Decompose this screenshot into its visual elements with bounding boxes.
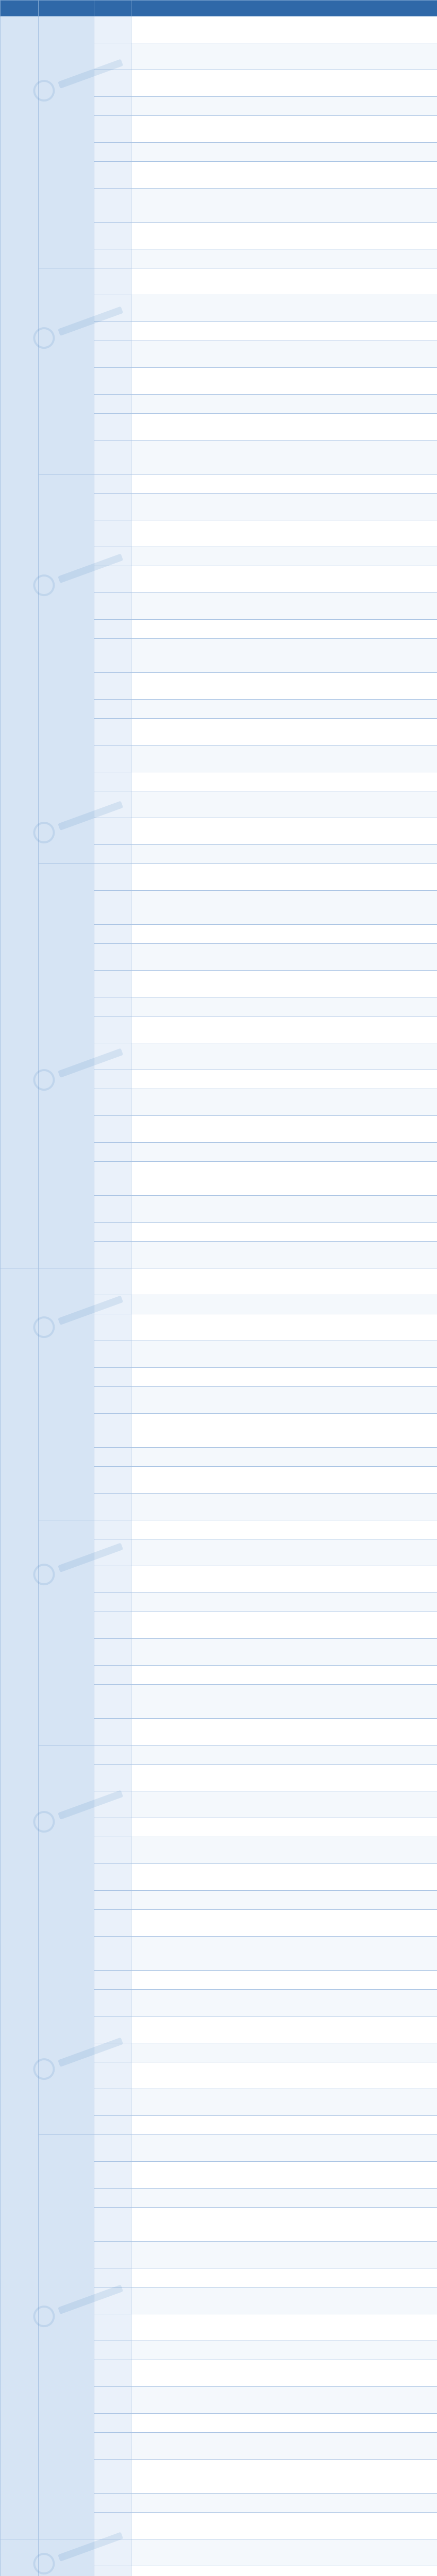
- region-cell: [94, 97, 131, 116]
- region-cell: [94, 1745, 131, 1765]
- detail-cell: [131, 2314, 437, 2341]
- region-cell: [94, 2242, 131, 2268]
- region-cell: [94, 1864, 131, 1891]
- region-cell: [94, 43, 131, 70]
- region-cell: [94, 2341, 131, 2360]
- detail-cell: [131, 1818, 437, 1837]
- detail-cell: [131, 1891, 437, 1910]
- region-cell: [94, 1414, 131, 1448]
- region-cell: [94, 1043, 131, 1070]
- region-cell: [94, 395, 131, 414]
- region-cell: [94, 997, 131, 1016]
- region-cell: [94, 1685, 131, 1719]
- region-cell: [94, 2162, 131, 2189]
- detail-cell: [131, 2089, 437, 2116]
- region-cell: [94, 1242, 131, 1268]
- detail-cell: [131, 2513, 437, 2539]
- region-cell: [94, 1223, 131, 1242]
- region-cell: [94, 1368, 131, 1387]
- region-cell: [94, 791, 131, 818]
- region-cell: [94, 2135, 131, 2162]
- region-cell: [94, 440, 131, 474]
- region-cell: [94, 772, 131, 791]
- detail-cell: [131, 1937, 437, 1971]
- header-detail: [131, 1, 437, 16]
- detail-cell: [131, 1639, 437, 1666]
- region-cell: [94, 891, 131, 925]
- detail-cell: [131, 772, 437, 791]
- detail-cell: [131, 1791, 437, 1818]
- detail-cell: [131, 341, 437, 368]
- detail-cell: [131, 395, 437, 414]
- detail-cell: [131, 1143, 437, 1162]
- region-cell: [94, 295, 131, 322]
- detail-cell: [131, 520, 437, 547]
- region-cell: [94, 864, 131, 891]
- policy-type-cell: [39, 2539, 94, 2576]
- region-cell: [94, 673, 131, 700]
- detail-cell: [131, 673, 437, 700]
- detail-cell: [131, 1971, 437, 1990]
- region-cell: [94, 2513, 131, 2539]
- detail-cell: [131, 70, 437, 97]
- detail-cell: [131, 143, 437, 162]
- region-cell: [94, 1666, 131, 1685]
- detail-cell: [131, 997, 437, 1016]
- region-cell: [94, 1341, 131, 1368]
- region-cell: [94, 474, 131, 494]
- policy-type-cell: [39, 268, 94, 474]
- region-cell: [94, 2268, 131, 2287]
- detail-cell: [131, 547, 437, 566]
- detail-cell: [131, 1685, 437, 1719]
- detail-cell: [131, 1745, 437, 1765]
- detail-cell: [131, 1539, 437, 1566]
- region-cell: [94, 520, 131, 547]
- detail-cell: [131, 593, 437, 620]
- detail-cell: [131, 1666, 437, 1685]
- region-cell: [94, 162, 131, 189]
- table-row: [1, 16, 437, 43]
- region-cell: [94, 1268, 131, 1295]
- table-row: [1, 1520, 437, 1539]
- table-header-row: [1, 1, 437, 16]
- region-cell: [94, 1765, 131, 1791]
- month-cell: [1, 2539, 39, 2576]
- region-cell: [94, 925, 131, 944]
- policy-type-cell: [39, 16, 94, 268]
- detail-cell: [131, 719, 437, 745]
- region-cell: [94, 1990, 131, 2016]
- detail-cell: [131, 2043, 437, 2062]
- region-cell: [94, 620, 131, 639]
- region-cell: [94, 1494, 131, 1520]
- detail-cell: [131, 845, 437, 864]
- region-cell: [94, 16, 131, 43]
- detail-cell: [131, 1612, 437, 1639]
- region-cell: [94, 2460, 131, 2494]
- region-cell: [94, 1143, 131, 1162]
- region-cell: [94, 1837, 131, 1864]
- region-cell: [94, 2360, 131, 2387]
- region-cell: [94, 944, 131, 971]
- region-cell: [94, 494, 131, 520]
- detail-cell: [131, 2494, 437, 2513]
- region-cell: [94, 639, 131, 673]
- region-cell: [94, 1971, 131, 1990]
- region-cell: [94, 1162, 131, 1196]
- detail-cell: [131, 16, 437, 43]
- detail-cell: [131, 2268, 437, 2287]
- detail-cell: [131, 1070, 437, 1089]
- header-region: [94, 1, 131, 16]
- region-cell: [94, 2494, 131, 2513]
- region-cell: [94, 1070, 131, 1089]
- region-cell: [94, 1593, 131, 1612]
- region-cell: [94, 116, 131, 143]
- detail-cell: [131, 1116, 437, 1143]
- detail-cell: [131, 700, 437, 719]
- region-cell: [94, 2539, 131, 2566]
- region-cell: [94, 2287, 131, 2314]
- region-cell: [94, 1539, 131, 1566]
- region-cell: [94, 2089, 131, 2116]
- region-cell: [94, 1314, 131, 1341]
- detail-cell: [131, 1223, 437, 1242]
- table-row: [1, 2135, 437, 2162]
- table-row: [1, 1745, 437, 1765]
- region-cell: [94, 2189, 131, 2208]
- region-cell: [94, 1467, 131, 1494]
- detail-cell: [131, 639, 437, 673]
- region-cell: [94, 143, 131, 162]
- detail-cell: [131, 1864, 437, 1891]
- table-row: [1, 1268, 437, 1295]
- detail-cell: [131, 2189, 437, 2208]
- detail-cell: [131, 925, 437, 944]
- detail-cell: [131, 2341, 437, 2360]
- detail-cell: [131, 1341, 437, 1368]
- detail-cell: [131, 944, 437, 971]
- detail-cell: [131, 1719, 437, 1745]
- detail-cell: [131, 2242, 437, 2268]
- region-cell: [94, 547, 131, 566]
- region-cell: [94, 1910, 131, 1937]
- detail-cell: [131, 1295, 437, 1314]
- region-cell: [94, 566, 131, 593]
- detail-cell: [131, 566, 437, 593]
- month-cell: [1, 16, 39, 1268]
- detail-cell: [131, 2208, 437, 2242]
- detail-cell: [131, 1089, 437, 1116]
- region-cell: [94, 1818, 131, 1837]
- table-row: [1, 474, 437, 494]
- detail-cell: [131, 1016, 437, 1043]
- detail-cell: [131, 1520, 437, 1539]
- region-cell: [94, 249, 131, 268]
- region-cell: [94, 1196, 131, 1223]
- region-cell: [94, 745, 131, 772]
- detail-cell: [131, 1448, 437, 1467]
- region-cell: [94, 1791, 131, 1818]
- table-row: [1, 2539, 437, 2566]
- region-cell: [94, 2062, 131, 2089]
- region-cell: [94, 1719, 131, 1745]
- detail-cell: [131, 322, 437, 341]
- detail-cell: [131, 1387, 437, 1414]
- detail-cell: [131, 2460, 437, 2494]
- region-cell: [94, 1448, 131, 1467]
- detail-cell: [131, 2566, 437, 2576]
- detail-cell: [131, 440, 437, 474]
- detail-cell: [131, 2433, 437, 2460]
- region-cell: [94, 1639, 131, 1666]
- region-cell: [94, 1612, 131, 1639]
- detail-cell: [131, 2287, 437, 2314]
- detail-cell: [131, 2116, 437, 2135]
- region-cell: [94, 1937, 131, 1971]
- detail-cell: [131, 2360, 437, 2387]
- region-cell: [94, 1089, 131, 1116]
- detail-cell: [131, 494, 437, 520]
- detail-cell: [131, 864, 437, 891]
- region-cell: [94, 268, 131, 295]
- detail-cell: [131, 2062, 437, 2089]
- region-cell: [94, 818, 131, 845]
- region-cell: [94, 1387, 131, 1414]
- region-cell: [94, 2387, 131, 2414]
- detail-cell: [131, 745, 437, 772]
- detail-cell: [131, 116, 437, 143]
- detail-cell: [131, 2414, 437, 2433]
- detail-cell: [131, 791, 437, 818]
- region-cell: [94, 1566, 131, 1593]
- policy-type-cell: [39, 1268, 94, 1520]
- detail-cell: [131, 1990, 437, 2016]
- policy-type-cell: [39, 474, 94, 864]
- region-cell: [94, 719, 131, 745]
- region-cell: [94, 1520, 131, 1539]
- detail-cell: [131, 295, 437, 322]
- region-cell: [94, 2016, 131, 2043]
- header-policy-type: [39, 1, 94, 16]
- detail-cell: [131, 268, 437, 295]
- detail-cell: [131, 1162, 437, 1196]
- detail-cell: [131, 223, 437, 249]
- detail-cell: [131, 43, 437, 70]
- table-row: [1, 268, 437, 295]
- region-cell: [94, 1891, 131, 1910]
- detail-cell: [131, 1314, 437, 1341]
- detail-cell: [131, 620, 437, 639]
- table-body: [1, 16, 437, 2576]
- detail-cell: [131, 474, 437, 494]
- detail-cell: [131, 891, 437, 925]
- detail-cell: [131, 2387, 437, 2414]
- policy-type-cell: [39, 864, 94, 1268]
- region-cell: [94, 189, 131, 223]
- detail-cell: [131, 1566, 437, 1593]
- region-cell: [94, 1016, 131, 1043]
- detail-cell: [131, 414, 437, 440]
- detail-cell: [131, 1196, 437, 1223]
- region-cell: [94, 2314, 131, 2341]
- detail-cell: [131, 818, 437, 845]
- region-cell: [94, 322, 131, 341]
- region-cell: [94, 2433, 131, 2460]
- region-cell: [94, 223, 131, 249]
- region-cell: [94, 593, 131, 620]
- detail-cell: [131, 368, 437, 395]
- policy-type-cell: [39, 1520, 94, 1745]
- detail-cell: [131, 2539, 437, 2566]
- detail-cell: [131, 2162, 437, 2189]
- detail-cell: [131, 2016, 437, 2043]
- region-cell: [94, 1295, 131, 1314]
- region-cell: [94, 414, 131, 440]
- region-cell: [94, 70, 131, 97]
- detail-cell: [131, 1494, 437, 1520]
- detail-cell: [131, 1414, 437, 1448]
- region-cell: [94, 368, 131, 395]
- detail-cell: [131, 189, 437, 223]
- region-cell: [94, 845, 131, 864]
- region-cell: [94, 700, 131, 719]
- detail-cell: [131, 1242, 437, 1268]
- detail-cell: [131, 1368, 437, 1387]
- detail-cell: [131, 1043, 437, 1070]
- region-cell: [94, 971, 131, 997]
- detail-cell: [131, 1268, 437, 1295]
- detail-cell: [131, 249, 437, 268]
- region-cell: [94, 341, 131, 368]
- detail-cell: [131, 1467, 437, 1494]
- region-cell: [94, 2208, 131, 2242]
- region-cell: [94, 1116, 131, 1143]
- region-cell: [94, 2414, 131, 2433]
- policy-type-cell: [39, 2135, 94, 2539]
- detail-cell: [131, 1593, 437, 1612]
- region-cell: [94, 2043, 131, 2062]
- month-cell: [1, 1268, 39, 2539]
- detail-cell: [131, 1765, 437, 1791]
- detail-cell: [131, 162, 437, 189]
- table-row: [1, 864, 437, 891]
- policy-type-cell: [39, 1745, 94, 2135]
- region-cell: [94, 2566, 131, 2576]
- detail-cell: [131, 1837, 437, 1864]
- detail-cell: [131, 971, 437, 997]
- region-cell: [94, 2116, 131, 2135]
- header-month: [1, 1, 39, 16]
- detail-cell: [131, 97, 437, 116]
- detail-cell: [131, 2135, 437, 2162]
- detail-cell: [131, 1910, 437, 1937]
